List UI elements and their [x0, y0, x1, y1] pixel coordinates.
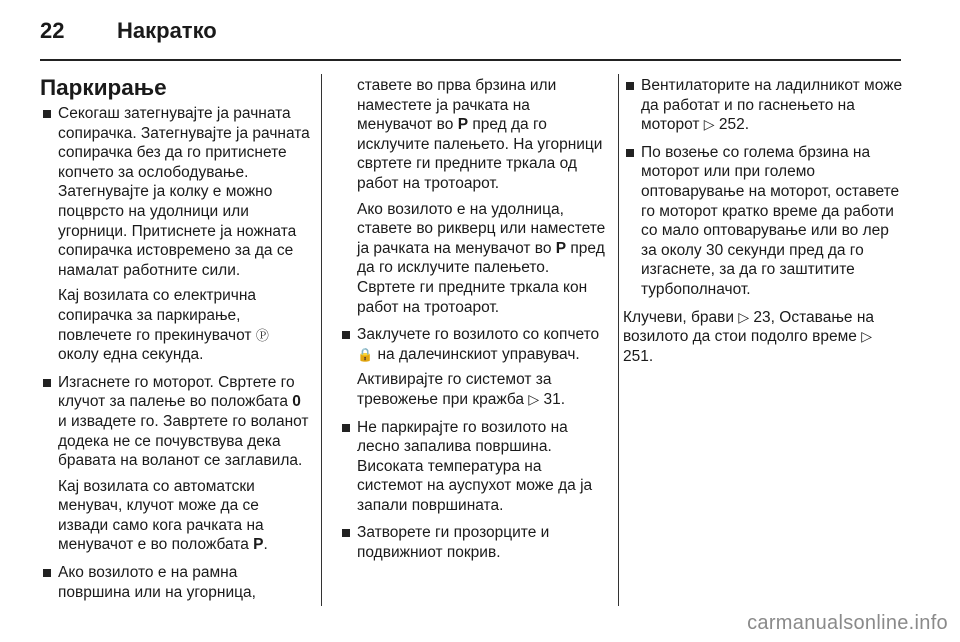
- list-item: [40, 563, 312, 602]
- paragraph: Не паркирајте го возилото на лесно запалива површина. Високата температура на системот на ауспухот може да ја запали површината.: [357, 418, 593, 514]
- text: Кај возилата со електрична сопирачка за паркирање, повлечете го прекинувачот: [58, 287, 257, 344]
- text: и извадете го. Завртете го воланот додека не се почувствува дека бравата на воланот се заглавила.: [58, 412, 309, 470]
- paragraph: [357, 76, 609, 194]
- list-item: [339, 418, 609, 516]
- paragraph: [58, 373, 312, 471]
- paragraph: [623, 308, 905, 367]
- text: Кај возилата со автоматски менувач, клучот може да се извади само кога рачката на менувачот е во положбата: [58, 477, 264, 554]
- text: на далечинскиот управувач.: [373, 345, 580, 363]
- paragraph: [357, 325, 609, 364]
- paragraph: [357, 370, 609, 409]
- parking-brake-icon: Ⓟ: [255, 327, 269, 343]
- section-title: Паркирање: [40, 75, 167, 100]
- text: 23, Оставање на возилото да стои подолго време: [623, 308, 875, 346]
- text: пред да го исклучите палењето. Свртете ги предните тркала кон работ на тротоарот.: [357, 239, 605, 316]
- text: Заклучете го возилото со копчето: [357, 326, 600, 344]
- continued-item: [339, 76, 609, 317]
- page-number: 22: [40, 18, 65, 43]
- lock-icon: 🔒: [357, 346, 374, 362]
- paragraph: [641, 76, 905, 135]
- paragraph: [58, 286, 312, 364]
- list-item: [40, 373, 312, 555]
- column-2: [339, 76, 609, 571]
- bold-text: P: [457, 116, 469, 134]
- text: Клучеви, брави: [623, 308, 739, 326]
- paragraph: Ако возилото е на рамна површина или на угорница,: [58, 564, 256, 601]
- list-item: [339, 523, 609, 562]
- paragraph: По возење со голема брзина на моторот или при големо оптоварување на моторот, оставете го моторот кратко време да работи со мало оптоварување или во лер за околу 30 секунди пред да го изгаснете, за да го заштитите турбополначот.: [641, 143, 900, 298]
- page-reference-icon: ▷: [703, 116, 715, 133]
- header-rule: [40, 59, 901, 61]
- bold-text: P: [555, 239, 567, 257]
- watermark: carmanualsonline.info: [747, 612, 948, 634]
- column-divider-2: [618, 74, 619, 606]
- text: пред да го исклучите палењето. На угорници свртете ги предните тркала од работ на тротоарот.: [357, 116, 603, 192]
- text: ставете во прва брзина или наместете ја рачката на менувачот во: [357, 77, 557, 134]
- bold-text: P: [253, 536, 264, 554]
- column-divider-1: [321, 74, 322, 606]
- text: Изгаснете го моторот. Свртете го клучот за палење во положбата: [58, 373, 295, 411]
- paragraph: Секогаш затегнувајте ја рачната сопирачка. Затегнувајте ја рачната сопирачка без да го притиснете копчето за ослободување. Затегнувајте ја колку е можно поцврсто на удолници или угорници. Притиснете ја ножната сопирачка истовремено за да се намалат работните сили.: [58, 105, 310, 279]
- column-3: [623, 76, 905, 374]
- page-reference-icon: ▷: [738, 308, 750, 325]
- text: 251.: [623, 347, 654, 365]
- list-item: [40, 104, 312, 365]
- list-item: [623, 76, 905, 135]
- paragraph: [58, 477, 312, 555]
- text: .: [263, 536, 268, 554]
- text: околу една секунда.: [58, 346, 204, 364]
- text: 31.: [539, 390, 565, 408]
- bold-text: 0: [292, 393, 301, 411]
- list-item: [623, 143, 905, 300]
- cross-reference-paragraph: [623, 308, 905, 367]
- list-item: [339, 325, 609, 409]
- paragraph: [357, 200, 609, 318]
- text: 252.: [714, 116, 750, 134]
- paragraph: Затворете ги прозорците и подвижниот покрив.: [357, 524, 550, 562]
- page-title: Накратко: [117, 18, 217, 43]
- page-reference-icon: ▷: [861, 328, 872, 345]
- text: Ако возилото е на удолница, ставете во рикверц или наместете ја рачката на менувачот во: [357, 200, 606, 257]
- text: Активирајте го системот за тревожење при кражба: [357, 371, 552, 408]
- text: Вентилаторите на ладилникот може да работат и по гаснењето на моторот: [641, 77, 903, 134]
- column-1: [40, 76, 312, 610]
- page-reference-icon: ▷: [528, 390, 540, 407]
